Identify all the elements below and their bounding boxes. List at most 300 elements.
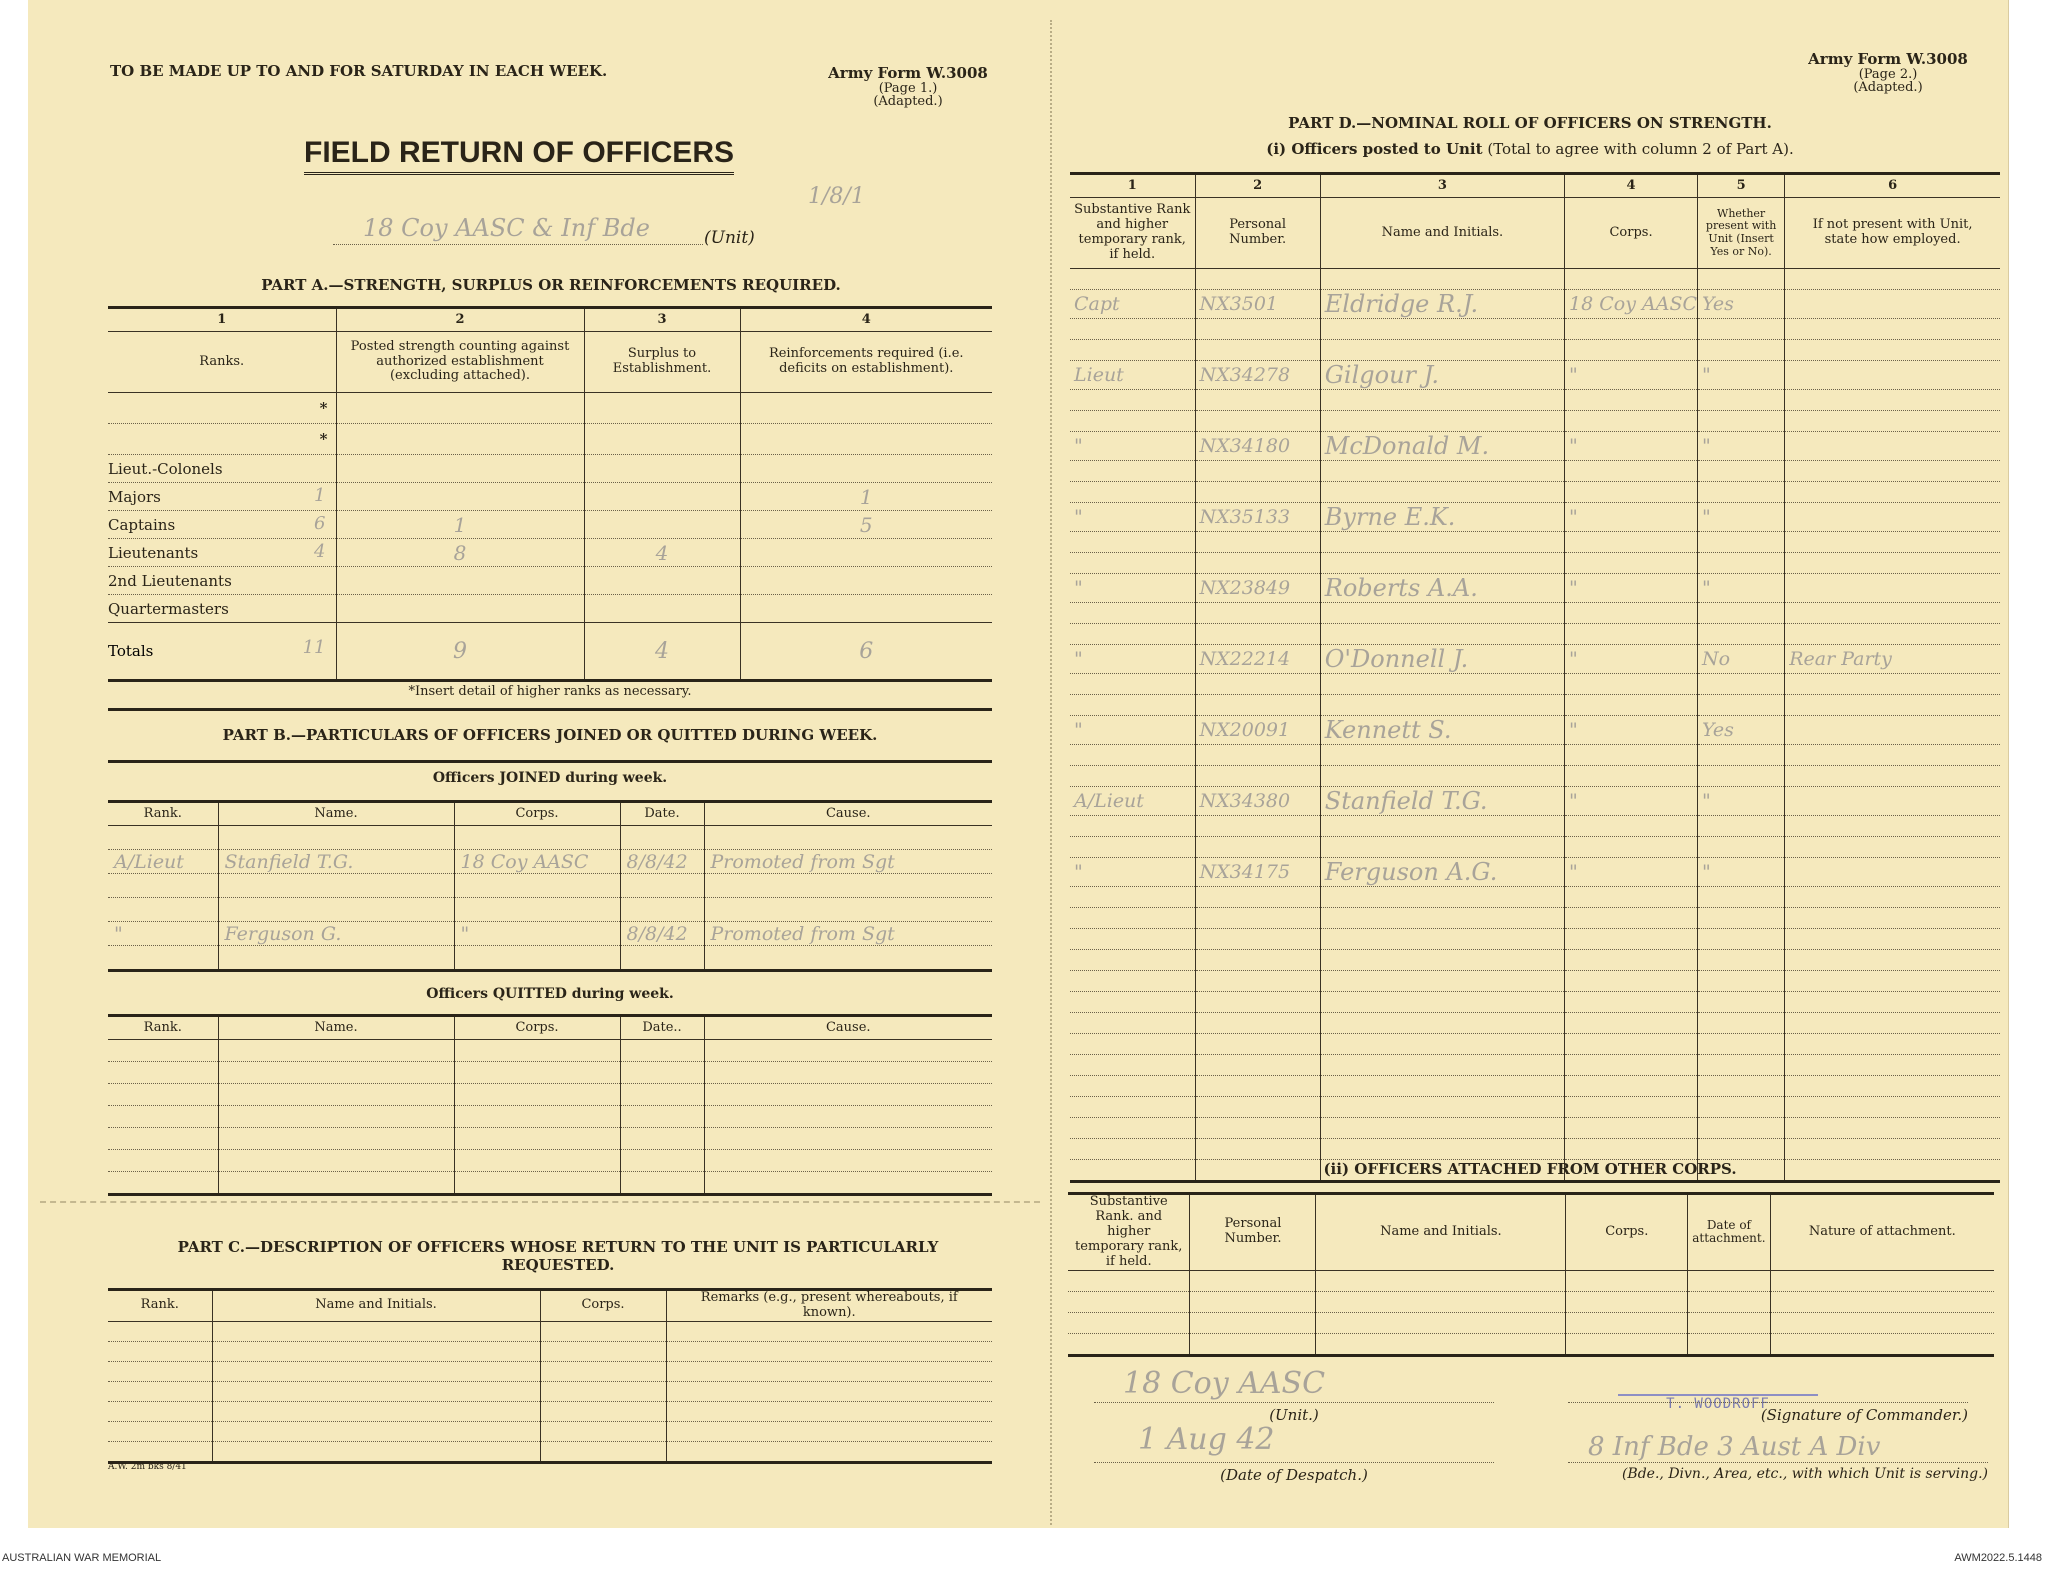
roll-cell	[1070, 1118, 1195, 1139]
roll-cell	[1070, 929, 1195, 950]
roll-row	[1070, 992, 2000, 1013]
blank-cell	[108, 1106, 218, 1128]
roll-cell	[1195, 461, 1320, 482]
roll-cell	[1320, 858, 1564, 887]
roll-cell	[1070, 787, 1195, 816]
blank-cell	[108, 1361, 212, 1381]
part-a-value-cell	[584, 595, 740, 623]
roll-cell	[1195, 971, 1320, 992]
roll-cell	[1565, 269, 1698, 290]
attached-table: Substantive Rank. and higher temporary rank, if held. Personal Number. Name and Initials. Corps. Date of attachment. Nature of attachment.	[1068, 1192, 1994, 1357]
roll-row	[1070, 645, 2000, 674]
roll-cell	[1320, 674, 1564, 695]
blank-cell	[454, 1128, 620, 1150]
part-c-row	[108, 1321, 992, 1341]
blank-cell	[1068, 1312, 1190, 1333]
blank-cell	[704, 1040, 992, 1062]
roll-cell	[1698, 787, 1785, 816]
roll-cell	[1698, 645, 1785, 674]
handwritten-entry: Kennett S.	[1324, 716, 1452, 744]
roll-cell	[1195, 787, 1320, 816]
blank-cell	[454, 1084, 620, 1106]
rank-label: Quartermasters	[108, 599, 229, 618]
roll-cell	[1785, 411, 2000, 432]
roll-cell	[1565, 695, 1698, 716]
handwritten-entry: 4	[655, 540, 669, 565]
footer-left: AUSTRALIAN WAR MEMORIAL	[2, 1552, 162, 1564]
totals-value-cell	[584, 623, 740, 681]
handwritten-entry: Yes	[1702, 293, 1734, 315]
roll-cell	[1070, 503, 1195, 532]
blank-cell	[108, 1381, 212, 1401]
handwritten-entry: NX20091	[1199, 719, 1291, 741]
roll-cell	[1785, 390, 2000, 411]
blank-cell	[620, 1040, 704, 1062]
joined-cell	[704, 826, 992, 850]
roll-cell	[1565, 971, 1698, 992]
handwritten-entry: "	[1569, 364, 1578, 386]
roll-cell	[1320, 1097, 1564, 1118]
rank-label: 2nd Lieutenants	[108, 571, 232, 590]
roll-cell	[1698, 674, 1785, 695]
roll-cell	[1195, 766, 1320, 787]
roll-cell	[1070, 1055, 1195, 1076]
roll-row	[1070, 482, 2000, 503]
sig-unit-handwritten: 18 Coy AASC	[1123, 1366, 1326, 1401]
handwritten-entry: Lieut	[1074, 364, 1124, 386]
blank-cell	[1316, 1333, 1566, 1355]
roll-row	[1070, 1097, 2000, 1118]
roll-cell	[1320, 766, 1564, 787]
blank-cell	[1770, 1291, 1994, 1312]
joined-row	[108, 946, 992, 971]
handwritten-entry: NX34278	[1199, 364, 1291, 386]
roll-cell	[1565, 432, 1698, 461]
blank-cell	[1190, 1333, 1316, 1355]
roll-cell	[1785, 766, 2000, 787]
blank-cell	[540, 1401, 666, 1421]
part-a-value-cell	[336, 595, 584, 623]
roll-cell	[1070, 1139, 1195, 1160]
blank-cell	[108, 1341, 212, 1361]
handwritten-entry: NX35133	[1199, 506, 1291, 528]
roll-cell	[1070, 574, 1195, 603]
roll-cell	[1195, 887, 1320, 908]
roll-row	[1070, 816, 2000, 837]
part-a-table: 1 2 3 4 Ranks. Posted strength counting against authorized establishment (excluding attached). Surplus to Establishment. Reinforcements required (i.e. deficits on establishment). * * Lieut.-Colonels Majors 1 1 Captains 6 1 5 Lieutenants 4 8 4 2nd Lieutenants Quartermasters Totals 11 9 4 6	[108, 306, 992, 682]
roll-cell	[1565, 858, 1698, 887]
roll-cell	[1195, 503, 1320, 532]
handwritten-entry: 4	[655, 638, 669, 664]
blank-cell	[620, 1128, 704, 1150]
blank-cell	[454, 1062, 620, 1084]
roll-cell	[1320, 532, 1564, 553]
roll-cell	[1785, 1076, 2000, 1097]
roll-cell	[1320, 787, 1564, 816]
part-c-heading: PART C.—DESCRIPTION OF OFFICERS WHOSE RETURN TO THE UNIT IS PARTICULARLY REQUESTED.	[177, 1238, 939, 1274]
printer-note: A.W. 2m bks 8/41	[108, 1462, 187, 1472]
blank-cell	[1770, 1333, 1994, 1355]
joined-cell	[108, 874, 218, 898]
handwritten-entry: Rear Party	[1789, 648, 1892, 670]
part-a-row	[108, 455, 992, 483]
roll-row	[1070, 858, 2000, 887]
handwritten-entry: 11	[302, 637, 326, 658]
rank-cell	[108, 424, 336, 455]
part-a-value-cell	[740, 393, 992, 424]
roll-row	[1070, 745, 2000, 766]
roll-cell	[1195, 674, 1320, 695]
roll-cell	[1195, 1055, 1320, 1076]
quitted-heading: Officers QUITTED during week.	[426, 986, 674, 1002]
roll-cell	[1698, 290, 1785, 319]
roll-cell	[1698, 858, 1785, 887]
totals-value-cell	[740, 623, 992, 681]
roll-cell	[1698, 908, 1785, 929]
roll-cell	[1698, 503, 1785, 532]
blank-cell	[212, 1401, 540, 1421]
blank-cell	[218, 1062, 454, 1084]
quitted-table: Rank. Name. Corps. Date.. Cause.	[108, 1014, 992, 1196]
roll-cell	[1320, 816, 1564, 837]
handwritten-entry: 6	[314, 513, 326, 534]
joined-cell	[108, 898, 218, 922]
roll-cell	[1070, 624, 1195, 645]
roll-cell	[1565, 1034, 1698, 1055]
blank-cell	[540, 1361, 666, 1381]
joined-cell	[620, 874, 704, 898]
attached-heading: (ii) OFFICERS ATTACHED FROM OTHER CORPS.	[1323, 1160, 1737, 1178]
part-a-row	[108, 539, 992, 567]
handwritten-entry: Capt	[1074, 293, 1120, 315]
part-a-row	[108, 483, 992, 511]
roll-cell	[1195, 858, 1320, 887]
roll-cell	[1785, 269, 2000, 290]
roll-row	[1070, 1013, 2000, 1034]
blank-cell	[620, 1150, 704, 1172]
roll-row	[1070, 432, 2000, 461]
part-a-value-cell	[740, 483, 992, 511]
roll-cell	[1320, 553, 1564, 574]
joined-row	[108, 850, 992, 874]
part-a-value-cell	[336, 393, 584, 424]
blank-cell	[108, 1040, 218, 1062]
blank-cell	[620, 1172, 704, 1195]
roll-cell	[1698, 1118, 1785, 1139]
roll-cell	[1565, 411, 1698, 432]
roll-cell	[1320, 908, 1564, 929]
roll-cell	[1698, 624, 1785, 645]
roll-cell	[1195, 716, 1320, 745]
roll-cell	[1785, 432, 2000, 461]
roll-cell	[1195, 645, 1320, 674]
blank-cell	[666, 1341, 992, 1361]
blank-cell	[1688, 1270, 1770, 1291]
roll-cell	[1565, 929, 1698, 950]
roll-cell	[1565, 816, 1698, 837]
handwritten-entry: 18 Coy AASC	[460, 850, 589, 873]
roll-cell	[1320, 1055, 1564, 1076]
roll-cell	[1565, 574, 1698, 603]
roll-cell	[1070, 695, 1195, 716]
roll-cell	[1698, 340, 1785, 361]
handwritten-entry: 1	[314, 485, 326, 506]
roll-cell	[1565, 837, 1698, 858]
handwritten-entry: Stanfield T.G.	[1324, 787, 1488, 815]
quitted-row	[108, 1128, 992, 1150]
part-a-value-cell	[336, 567, 584, 595]
joined-cell	[704, 850, 992, 874]
unit-handwritten: 18 Coy AASC & Inf Bde	[363, 214, 650, 242]
blank-cell	[108, 1421, 212, 1441]
part-a-value-cell	[584, 455, 740, 483]
roll-row	[1070, 1055, 2000, 1076]
roll-cell	[1070, 390, 1195, 411]
roll-cell	[1070, 971, 1195, 992]
joined-cell	[218, 874, 454, 898]
roll-cell	[1698, 1055, 1785, 1076]
roll-cell	[1698, 816, 1785, 837]
handwritten-entry: O'Donnell J.	[1324, 645, 1469, 673]
roll-cell	[1195, 553, 1320, 574]
blank-cell	[666, 1441, 992, 1462]
roll-cell	[1698, 553, 1785, 574]
joined-cell	[620, 898, 704, 922]
roll-cell	[1785, 858, 2000, 887]
part-a-value-cell	[740, 455, 992, 483]
joined-table: Rank. Name. Corps. Date. Cause. A/Lieut Stanfield T.G. 18 Coy AASC 8/8/42 Promoted from Sgt " Ferguson G. " 8/8/42 Promoted from Sgt	[108, 800, 992, 972]
handwritten-entry: "	[1569, 648, 1578, 670]
totals-label: Totals	[108, 642, 154, 660]
roll-row	[1070, 532, 2000, 553]
roll-cell	[1785, 1013, 2000, 1034]
roll-cell	[1565, 716, 1698, 745]
handwritten-entry: NX22214	[1199, 648, 1291, 670]
tear-line	[40, 1201, 1040, 1203]
unit-line	[333, 214, 703, 245]
rank-label: Lieut.-Colonels	[108, 459, 223, 478]
roll-cell	[1785, 908, 2000, 929]
roll-cell	[1785, 674, 2000, 695]
roll-row	[1070, 1118, 2000, 1139]
part-a-row	[108, 567, 992, 595]
part-c-row	[108, 1361, 992, 1381]
quitted-row	[108, 1106, 992, 1128]
roll-cell	[1070, 1034, 1195, 1055]
joined-row	[108, 874, 992, 898]
roll-cell	[1698, 603, 1785, 624]
handwritten-entry: NX23849	[1199, 577, 1291, 599]
roll-cell	[1565, 603, 1698, 624]
roll-cell	[1320, 695, 1564, 716]
roll-cell	[1698, 1139, 1785, 1160]
part-c-row	[108, 1381, 992, 1401]
blank-cell	[704, 1084, 992, 1106]
blank-cell	[1316, 1270, 1566, 1291]
handwritten-entry: Gilgour J.	[1324, 361, 1440, 389]
roll-cell	[1320, 971, 1564, 992]
roll-cell	[1320, 1013, 1564, 1034]
roll-cell	[1785, 503, 2000, 532]
roll-row	[1070, 1076, 2000, 1097]
handwritten-entry: "	[1702, 435, 1711, 457]
roll-cell	[1785, 816, 2000, 837]
handwritten-entry: "	[1074, 861, 1083, 883]
handwritten-entry: "	[1569, 435, 1578, 457]
quitted-row	[108, 1084, 992, 1106]
blank-cell	[1566, 1270, 1688, 1291]
fold-line	[1050, 20, 1052, 1525]
roll-row	[1070, 290, 2000, 319]
blank-cell	[454, 1150, 620, 1172]
handwritten-entry: "	[1074, 719, 1083, 741]
blank-cell	[1316, 1312, 1566, 1333]
blank-cell	[108, 1062, 218, 1084]
roll-cell	[1785, 645, 2000, 674]
roll-row	[1070, 971, 2000, 992]
roll-cell	[1195, 1139, 1320, 1160]
roll-cell	[1195, 340, 1320, 361]
roll-cell	[1565, 1097, 1698, 1118]
roll-cell	[1320, 603, 1564, 624]
roll-cell	[1320, 461, 1564, 482]
roll-cell	[1565, 745, 1698, 766]
blank-cell	[454, 1106, 620, 1128]
roll-cell	[1565, 1055, 1698, 1076]
roll-cell	[1070, 290, 1195, 319]
joined-cell	[108, 922, 218, 946]
roll-cell	[1070, 766, 1195, 787]
handwritten-entry: "	[1702, 506, 1711, 528]
blank-cell	[108, 1321, 212, 1341]
roll-cell	[1698, 745, 1785, 766]
joined-cell	[620, 850, 704, 874]
blank-cell	[1190, 1291, 1316, 1312]
attached-row	[1068, 1312, 1994, 1333]
roll-cell	[1320, 574, 1564, 603]
roll-cell	[1565, 290, 1698, 319]
roll-cell	[1320, 319, 1564, 340]
roll-cell	[1070, 645, 1195, 674]
roll-cell	[1565, 674, 1698, 695]
roll-cell	[1698, 269, 1785, 290]
roll-cell	[1785, 1034, 2000, 1055]
sig-commander-line	[1568, 1402, 1968, 1403]
roll-row	[1070, 766, 2000, 787]
handwritten-entry: Ferguson A.G.	[1324, 858, 1498, 886]
part-a-row	[108, 595, 992, 623]
roll-cell	[1785, 319, 2000, 340]
roll-cell	[1320, 992, 1564, 1013]
part-c-row	[108, 1421, 992, 1441]
roll-cell	[1070, 745, 1195, 766]
blank-cell	[540, 1441, 666, 1462]
part-d-subheading: (i) Officers posted to Unit (Total to agree with column 2 of Part A).	[1266, 140, 1794, 158]
sig-bde-line	[1568, 1462, 1988, 1463]
blank-cell	[704, 1128, 992, 1150]
roll-cell	[1195, 624, 1320, 645]
roll-row	[1070, 695, 2000, 716]
totals-value-cell	[336, 623, 584, 681]
blank-cell	[704, 1106, 992, 1128]
roll-cell	[1698, 1013, 1785, 1034]
part-a-row	[108, 393, 992, 424]
part-b-rule	[108, 760, 992, 763]
roll-cell	[1565, 887, 1698, 908]
joined-cell	[620, 922, 704, 946]
roll-cell	[1320, 645, 1564, 674]
part-d-heading: PART D.—NOMINAL ROLL OF OFFICERS ON STRENGTH.	[1288, 114, 1772, 132]
sig-date-handwritten: 1 Aug 42	[1138, 1422, 1275, 1457]
roll-cell	[1195, 1076, 1320, 1097]
blank-cell	[540, 1381, 666, 1401]
blank-cell	[620, 1106, 704, 1128]
quitted-row	[108, 1150, 992, 1172]
roll-cell	[1698, 950, 1785, 971]
blank-cell	[454, 1172, 620, 1195]
blank-cell	[666, 1381, 992, 1401]
roll-cell	[1195, 1118, 1320, 1139]
handwritten-entry: 1	[453, 512, 467, 537]
roll-cell	[1195, 695, 1320, 716]
handwritten-entry: A/Lieut	[114, 850, 184, 873]
blank-cell	[620, 1062, 704, 1084]
roll-cell	[1195, 1013, 1320, 1034]
roll-cell	[1070, 716, 1195, 745]
handwritten-entry: Stanfield T.G.	[224, 850, 354, 873]
blank-cell	[454, 1040, 620, 1062]
roll-cell	[1195, 269, 1320, 290]
handwritten-entry: "	[1702, 364, 1711, 386]
blank-cell	[1068, 1291, 1190, 1312]
roll-cell	[1070, 908, 1195, 929]
part-c-row	[108, 1441, 992, 1462]
blank-cell	[108, 1172, 218, 1195]
joined-cell	[454, 898, 620, 922]
roll-cell	[1320, 503, 1564, 532]
roll-cell	[1698, 971, 1785, 992]
handwritten-entry: 8/8/42	[626, 922, 688, 945]
roll-cell	[1785, 992, 2000, 1013]
part-a-value-cell	[584, 511, 740, 539]
blank-cell	[108, 1441, 212, 1462]
roll-cell	[1195, 816, 1320, 837]
part-a-value-cell	[584, 567, 740, 595]
roll-cell	[1785, 1097, 2000, 1118]
roll-cell	[1698, 887, 1785, 908]
nominal-roll-table: 1 2 3 4 5 6 Substantive Rank and higher temporary rank, if held. Personal Number. Name and Initials. Corps. Whether present with Unit (Insert Yes or No). If not present with Unit, state how employed. Capt NX3501 Eldridge R.J. 18 Coy AASC Yes Lieut NX34278 Gilgour J. " " " NX34180 McDonald M. " " " NX35133 Byrne E.K. " " " NX23849 Roberts A.A. " " " NX22214 O'Donnell J. " No Rear Party " NX20091 Kennett S. " Yes A/Lieut NX34380 Stanfield T.G. " " " NX34175 Ferguson A.G. " "	[1070, 172, 2000, 1183]
joined-cell	[704, 922, 992, 946]
part-a-value-cell	[336, 539, 584, 567]
roll-cell	[1320, 390, 1564, 411]
blank-cell	[1566, 1312, 1688, 1333]
handwritten-entry: "	[1074, 435, 1083, 457]
roll-cell	[1565, 1013, 1698, 1034]
roll-row	[1070, 716, 2000, 745]
roll-cell	[1320, 1034, 1564, 1055]
handwritten-entry: "	[1702, 790, 1711, 812]
handwritten-entry: 8/8/42	[626, 850, 688, 873]
joined-cell	[704, 946, 992, 971]
attached-row	[1068, 1270, 1994, 1291]
joined-cell	[620, 826, 704, 850]
roll-cell	[1070, 269, 1195, 290]
handwritten-entry: "	[1569, 506, 1578, 528]
blank-cell	[218, 1040, 454, 1062]
roll-cell	[1320, 1076, 1564, 1097]
roll-cell	[1070, 992, 1195, 1013]
roll-row	[1070, 553, 2000, 574]
